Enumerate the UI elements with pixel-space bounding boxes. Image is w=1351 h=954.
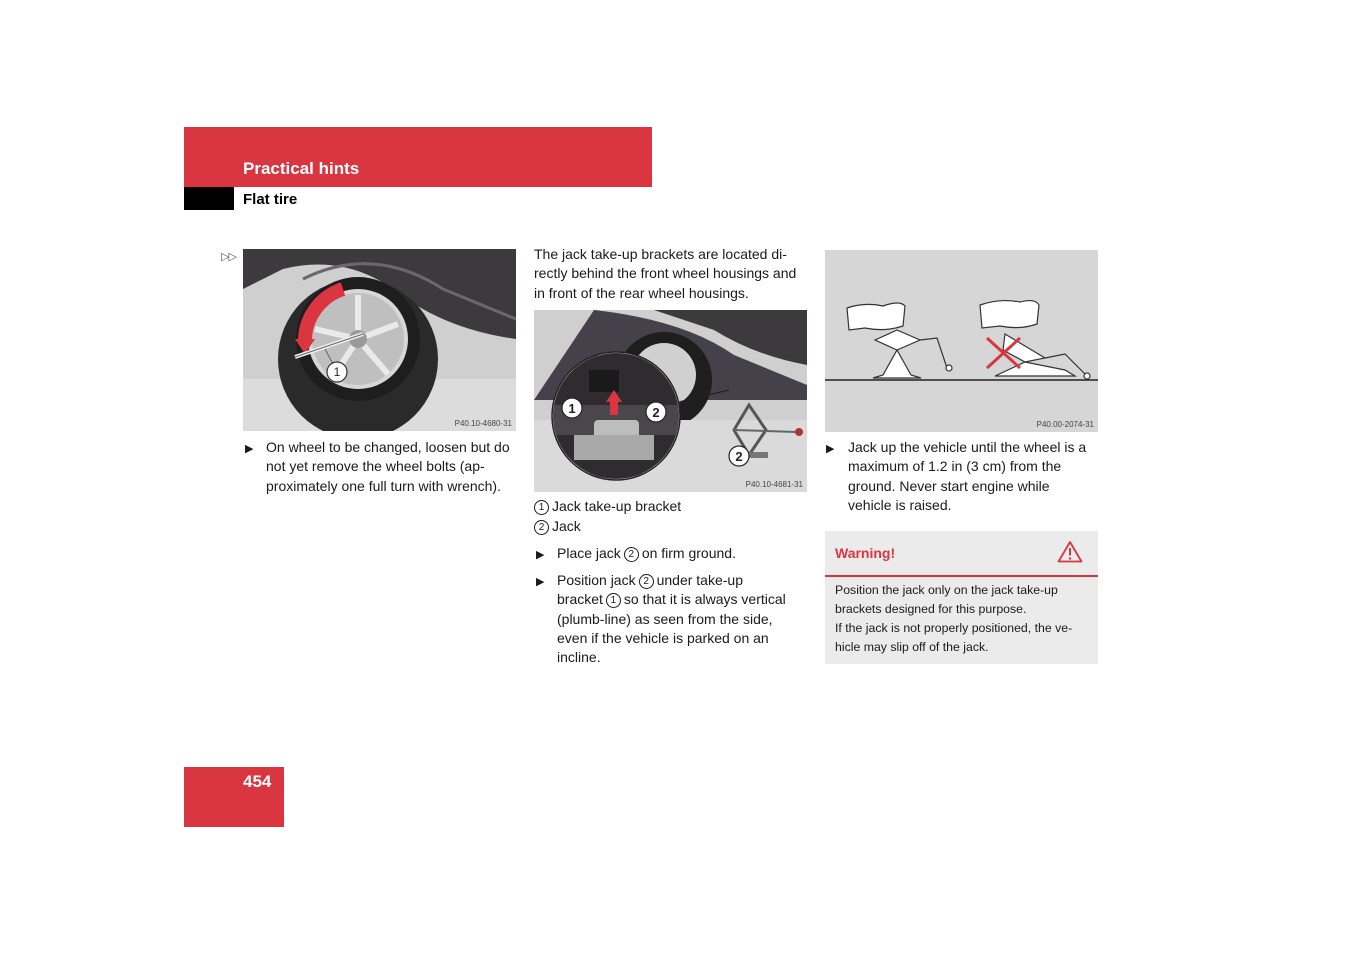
subsection-marker — [184, 187, 234, 210]
callout-2: 2 — [735, 449, 743, 464]
legend — [534, 497, 809, 537]
text-line: in front of the rear wheel housings. — [534, 284, 749, 301]
bullet-arrow: ▶ — [826, 443, 835, 455]
text: bracket — [557, 591, 603, 608]
text-line — [557, 590, 809, 609]
text: under take-up — [656, 572, 743, 588]
section-title: Practical hints — [243, 159, 360, 178]
jack-diagram — [825, 250, 1098, 432]
text-line: Position the jack only on the jack take-up — [835, 583, 1058, 597]
figure-code: P40.10-4680-31 — [454, 419, 512, 428]
text-line: hicle may slip off of the jack. — [835, 640, 989, 654]
warning-text — [835, 581, 1093, 657]
ref-number: 1 — [606, 593, 621, 608]
step-jack-up — [848, 438, 1098, 515]
text-line: even if the vehicle is parked on an — [557, 629, 769, 646]
step-loosen-bolts — [266, 438, 516, 496]
figure-code: P40.10-4681-31 — [745, 480, 803, 489]
text-line: rectly behind the front wheel housings and — [534, 265, 797, 282]
page-number: 454 — [243, 772, 272, 791]
text: Place jack — [557, 545, 621, 561]
text-line: ground. Never start engine while — [848, 477, 1050, 494]
text-line: proximately one full turn with wrench). — [266, 477, 501, 494]
text-line: not yet remove the wheel bolts (ap- — [266, 458, 485, 475]
continuation-marker: ▷▷ — [221, 251, 236, 263]
callout-2: 2 — [652, 405, 660, 420]
figure-jack-correct-incorrect — [825, 250, 1098, 432]
legend-item — [534, 517, 809, 536]
step-place-jack — [557, 544, 809, 563]
legend-number: 2 — [534, 520, 549, 535]
text-line: The jack take-up brackets are located di- — [534, 246, 787, 262]
text-line: On wheel to be changed, loosen but do — [266, 439, 510, 455]
legend-item — [534, 497, 809, 516]
bullet-arrow: ▶ — [536, 576, 545, 588]
warning-title: Warning! — [835, 545, 896, 561]
step-position-jack — [557, 571, 809, 667]
text: Position jack — [557, 572, 636, 588]
callout-1: 1 — [333, 365, 341, 379]
text-line — [557, 571, 809, 590]
warning-divider — [825, 575, 1098, 577]
bullet-arrow: ▶ — [536, 549, 545, 561]
legend-number: 1 — [534, 500, 549, 515]
text-line: maximum of 1.2 in (3 cm) from the — [848, 458, 1062, 475]
ref-number: 2 — [624, 547, 639, 562]
warning-triangle-icon — [1057, 540, 1083, 563]
subsection-title: Flat tire — [243, 191, 298, 208]
text-line: Jack up the vehicle until the wheel is a — [848, 439, 1087, 455]
text-line: vehicle is raised. — [848, 496, 952, 513]
ref-number: 2 — [639, 574, 654, 589]
wheel-wrench-illustration — [243, 249, 516, 431]
legend-label: Jack — [552, 518, 581, 535]
bullet-arrow: ▶ — [245, 443, 254, 455]
text-line: brackets designed for this purpose. — [835, 602, 1027, 616]
figure-code: P40.00-2074-31 — [1036, 420, 1094, 429]
text-line: If the jack is not properly positioned, the ve- — [835, 621, 1073, 635]
callout-1: 1 — [568, 401, 576, 416]
jack-bracket-illustration — [534, 310, 807, 492]
text-line: incline. — [557, 649, 601, 666]
figure-loosen-wheel-bolts — [243, 249, 516, 431]
text-line: (plumb-line) as seen from the side, — [557, 610, 773, 627]
intro-paragraph — [534, 245, 809, 303]
text: on firm ground. — [641, 545, 736, 561]
figure-jack-bracket — [534, 310, 807, 492]
legend-label: Jack take-up bracket — [552, 498, 682, 514]
text: so that it is always vertical — [623, 591, 786, 608]
